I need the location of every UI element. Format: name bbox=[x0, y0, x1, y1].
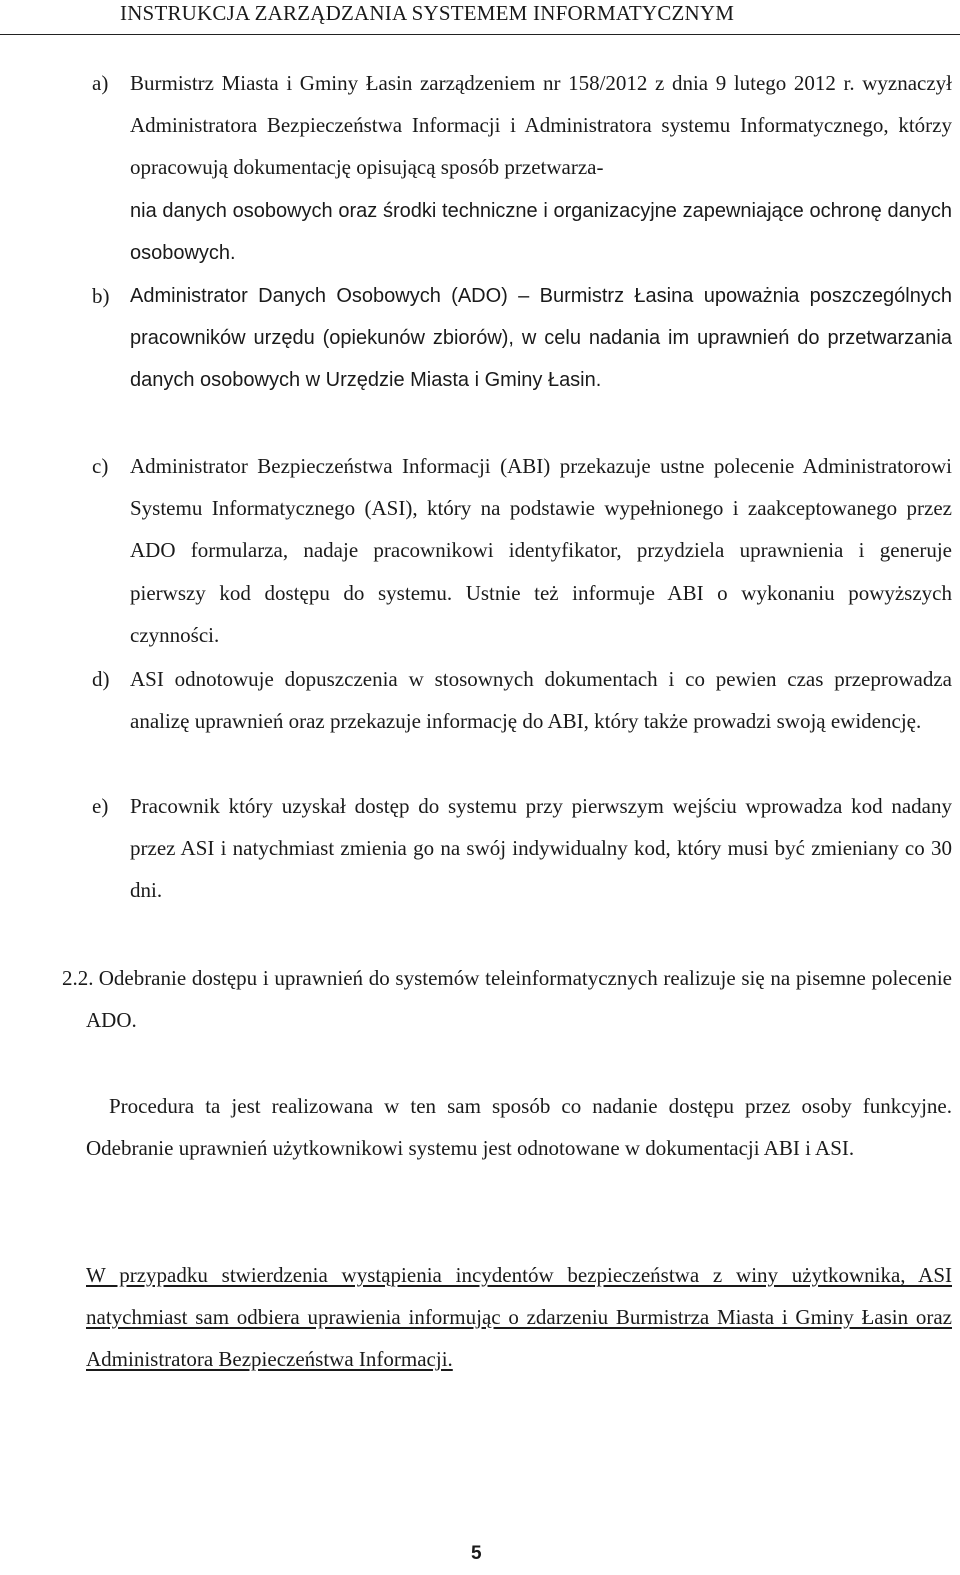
section-number: 2.2. bbox=[62, 966, 94, 990]
list-item-text: Pracownik który uzyskał dostęp do systemu przy pierwszym wejściu wprowadza kod nadany przez ASI i natychmiast zmienia go na swój indywidualny kod, który musi być zmieniany co 30 dni. bbox=[130, 794, 952, 903]
list-item-label: a) bbox=[92, 71, 109, 95]
incident-paragraph: W przypadku stwierdzenia wystąpienia incydentów bezpieczeństwa z winy użytkownika, ASI natychmiast sam odbiera uprawienia informując o zdarzeniu Burmistrza Miasta i Gminy Łasin oraz Administratora Bezpieczeństwa Informacji. bbox=[86, 1263, 952, 1371]
list-item-text: Burmistrz Miasta i Gminy Łasin zarządzeniem nr 158/2012 z dnia 9 lutego 2012 r. wyznaczył Administratora Bezpieczeństwa Informacji i Administratora systemu Informatycznego, którzy opracowują dokumentację opisującą sposób przetwarza- bbox=[130, 71, 952, 180]
list-item-label: c) bbox=[92, 454, 109, 478]
list-item-label: b) bbox=[92, 284, 110, 308]
list-item-text: Administrator Bezpieczeństwa Informacji (ABI) przekazuje ustne polecenie Administratorowi Systemu Informatycznego (ASI), który na podstawie wypełnionego i zaakceptowanego przez ADO formularza, nadaje pracownikowi identyfikator, przydziela uprawnienia i generuje pierwszy kod dostępu do systemu. Ustnie też informuje ABI o wykonaniu powyższych czynności. bbox=[130, 454, 952, 647]
list-item-text: Administrator Danych Osobowych (ADO) ‒ Burmistrz Łasina upoważnia poszczególnych pracowników urzędu (opiekunów zbiorów), w celu nadania im uprawnień do przetwarzania danych osobowych w Urzędzie Miasta i Gminy Łasin. bbox=[130, 285, 952, 392]
document-title: INSTRUKCJA ZARZĄDZANIA SYSTEMEM INFORMATYCZNYM bbox=[120, 1, 735, 25]
list-item-label: d) bbox=[92, 667, 110, 691]
section-2-2 bbox=[62, 957, 953, 1041]
list-item-text: ASI odnotowuje dopuszczenia w stosownych dokumentach i co pewien czas przeprowadza analizę uprawnień oraz przekazuje informację do ABI, który także prowadzi swoją ewidencję. bbox=[130, 667, 952, 734]
page-header bbox=[0, 0, 960, 40]
page-number: 5 bbox=[471, 1543, 482, 1564]
header-divider bbox=[0, 34, 960, 35]
list-item-text-continued: nia danych osobowych oraz środki techniczne i organizacyjne zapewniające ochronę danych osobowych. bbox=[130, 200, 952, 265]
list-item-label: e) bbox=[92, 794, 109, 818]
procedure-paragraph: Procedura ta jest realizowana w ten sam sposób co nadanie dostępu przez osoby funkcyjne. Odebranie uprawnień użytkownikowi systemu jest odnotowane w dokumentacji ABI i ASI. bbox=[86, 1094, 952, 1160]
section-text: Odebranie dostępu i uprawnień do systemów teleinformatycznych realizuje się na pisemne polecenie ADO. bbox=[86, 966, 953, 1032]
